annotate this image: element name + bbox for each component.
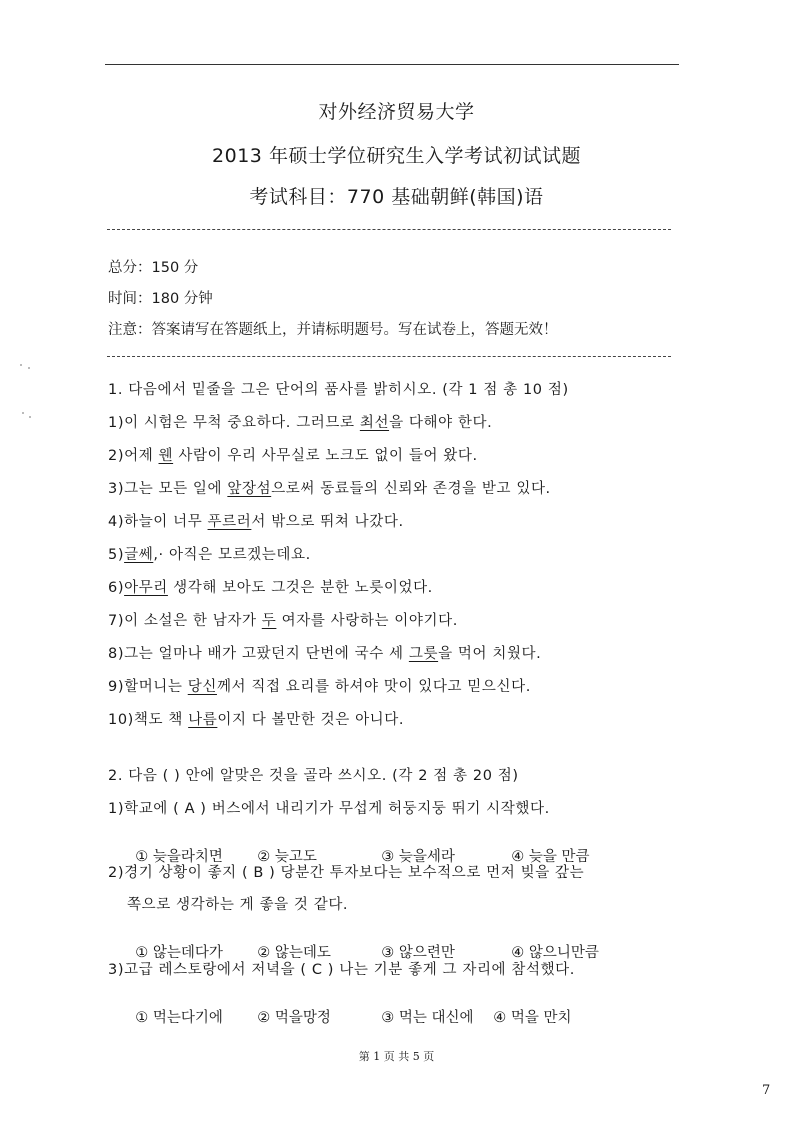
q1-text: 1)학교에 ( A ) 버스에서 내리기가 무섭게 허둥지둥 뛰기 시작했다. xyxy=(108,801,550,817)
section1-item xyxy=(108,543,311,564)
q2-text: 2)경기 상황이 좋지 ( B ) 당분간 투자보다는 보수적으로 먼저 빚을 갚는 xyxy=(108,865,585,881)
item-text-after: 께서 직접 요리를 하셔야 맛이 있다고 믿으신다. xyxy=(216,679,531,695)
q3-option-1: ① 먹는다기에 xyxy=(135,1010,223,1026)
underlined-word: 나름 xyxy=(188,712,218,728)
underlined-word: 앞장섬 xyxy=(227,481,272,497)
item-text-after: 서 밖으로 뛰쳐 나갔다. xyxy=(251,514,404,530)
item-text-after: 사람이 우리 사무실로 노크도 없이 들어 왔다. xyxy=(173,448,478,464)
q2-option-3: ③ 않으련만 xyxy=(381,945,455,961)
q3-option-2: ② 먹을망정 xyxy=(257,1010,331,1026)
scan-speck xyxy=(22,412,24,414)
item-text-before: 8)그는 얼마나 배가 고팠던지 단번에 국수 세 xyxy=(108,646,409,662)
item-text-before: 10)책도 책 xyxy=(108,712,189,728)
scan-speck xyxy=(20,364,22,366)
item-text-after: 이지 다 볼만한 것은 아니다. xyxy=(217,712,405,728)
item-text-after: 을 먹어 치웠다. xyxy=(438,646,542,662)
q3-text: 3)고급 레스토랑에서 저녁을 ( C ) 나는 기분 좋게 그 자리에 참석했다. xyxy=(108,962,576,978)
item-text-after: ,· 아직은 모르겠는데요. xyxy=(153,547,311,563)
scan-speck xyxy=(28,367,30,369)
item-text-before: 9)할머니는 xyxy=(108,679,188,695)
notice: 注意：答案请写在答题纸上，并请标明题号。写在试卷上，答题无效！ xyxy=(108,322,558,338)
underlined-word: 당신 xyxy=(187,679,217,695)
item-text-after: 으로써 동료들의 신뢰와 존경을 받고 있다. xyxy=(271,481,551,497)
item-text-before: 7)이 소설은 한 남자가 xyxy=(108,613,262,629)
item-text-before: 6) xyxy=(108,580,125,596)
q1-option-2: ② 늦고도 xyxy=(257,849,317,865)
item-text-after: 여자를 사랑하는 이야기다. xyxy=(276,613,458,629)
item-text-before: 2)어제 xyxy=(108,448,159,464)
section1-item xyxy=(108,675,531,696)
university-title: 对外经济贸易大学 xyxy=(318,101,475,123)
underlined-word: 푸르러 xyxy=(207,514,252,530)
q1-option-3: ③ 늦을세라 xyxy=(381,849,455,865)
underlined-word: 글쎄 xyxy=(124,547,154,563)
section1-item xyxy=(108,477,551,498)
q1-option-1: ① 늦을라치면 xyxy=(135,849,223,865)
q3-option-3: ③ 먹는 대신에 xyxy=(381,1010,474,1026)
exam-time: 时间：180 分钟 xyxy=(108,291,213,307)
item-text-after: 생각해 보아도 그것은 분한 노릇이었다. xyxy=(167,580,433,596)
item-text-before: 5) xyxy=(108,547,125,563)
subject-title: 考试科目：770 基础朝鲜(韩国)语 xyxy=(249,186,544,208)
divider-top xyxy=(107,229,671,230)
section1-item xyxy=(108,444,478,465)
item-text-before: 1)이 시험은 무척 중요하다. 그러므로 xyxy=(108,415,360,431)
scan-speck xyxy=(29,416,31,418)
item-text-after: 을 다해야 한다. xyxy=(389,415,493,431)
q2-options xyxy=(126,925,599,962)
top-rule xyxy=(105,64,679,65)
exam-title: 2013 年硕士学位研究生入学考试初试试题 xyxy=(212,145,581,167)
page-info: 第 1 页 共 5 页 xyxy=(358,1050,435,1063)
section1-item xyxy=(108,609,458,630)
underlined-word: 아무리 xyxy=(124,580,168,596)
section1-item xyxy=(108,510,404,531)
item-text-before: 4)하늘이 너무 xyxy=(108,514,208,530)
q3-options xyxy=(126,990,571,1027)
underlined-word: 웬 xyxy=(158,448,174,464)
section1-item xyxy=(108,411,492,432)
section2-heading: 2. 다음 ( ) 안에 알맞은 것을 골라 쓰시오. (각 2 점 총 20 점) xyxy=(108,768,519,784)
q2-text-cont: 쪽으로 생각하는 게 좋을 것 같다. xyxy=(127,897,349,913)
section1-item xyxy=(108,708,404,729)
page-number: 7 xyxy=(762,1083,771,1098)
total-score: 总分：150 分 xyxy=(108,260,199,276)
underlined-word: 그릇 xyxy=(408,646,439,662)
section1-heading: 1. 다음에서 밑줄을 그은 단어의 품사를 밝히시오. (각 1 점 총 10 점) xyxy=(108,382,569,398)
section1-item xyxy=(108,576,433,597)
q2-option-1: ① 않는데다가 xyxy=(135,945,223,961)
section1-item xyxy=(108,642,541,663)
q2-option-4: ④ 않으니만큼 xyxy=(511,945,599,961)
underlined-word: 두 xyxy=(261,613,277,629)
item-text-before: 3)그는 모든 일에 xyxy=(108,481,228,497)
q1-option-4: ④ 늦을 만큼 xyxy=(511,849,590,865)
underlined-word: 최선 xyxy=(359,415,390,431)
divider-bottom xyxy=(107,356,671,357)
q2-option-2: ② 않는데도 xyxy=(257,945,331,961)
q3-option-4: ④ 먹을 만치 xyxy=(493,1010,572,1026)
